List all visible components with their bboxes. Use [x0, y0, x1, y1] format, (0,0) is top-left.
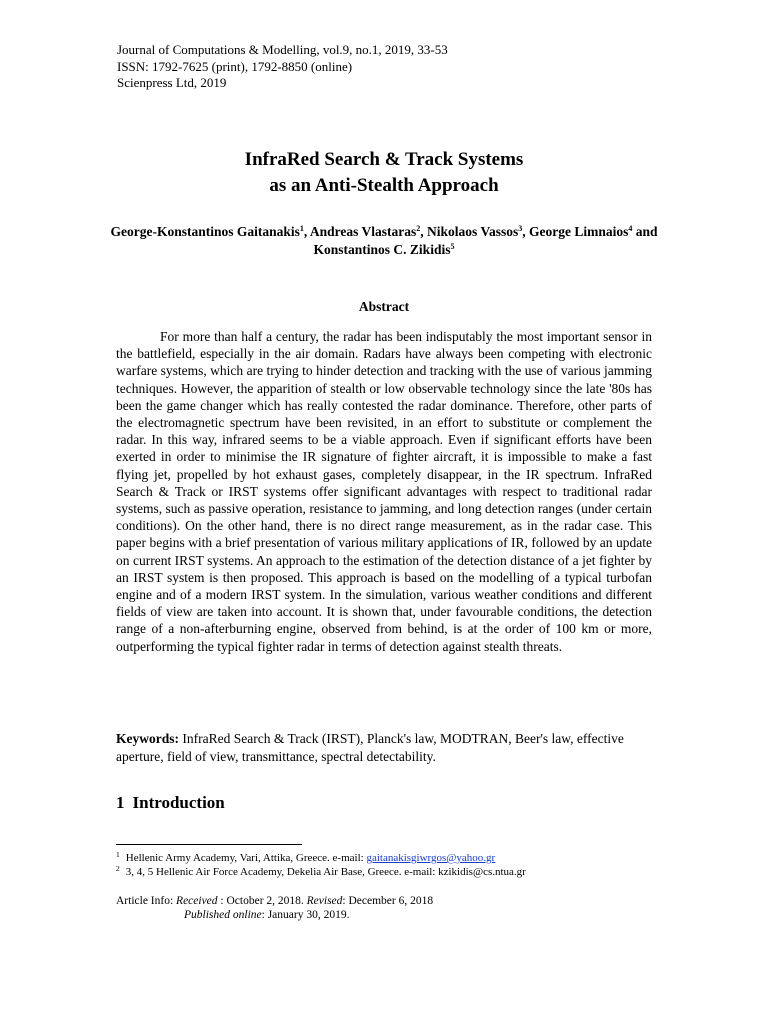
section-number: 1 [116, 793, 125, 812]
paper-title [0, 147, 768, 199]
journal-citation: Journal of Computations & Modelling, vol.9, no.1, 2019, 33-53 [117, 42, 448, 57]
author-name: Nikolaos Vassos [427, 224, 519, 239]
section-heading-introduction [116, 793, 225, 813]
footnote-text: 3, 4, 5 Hellenic Air Force Academy, Dekelia Air Base, Greece. e-mail: kzikidis@cs.ntua.gr [125, 866, 526, 878]
keywords-paragraph [116, 730, 652, 765]
journal-publisher: Scienpress Ltd, 2019 [117, 75, 227, 90]
journal-issn: ISSN: 1792-7625 (print), 1792-8850 (online) [117, 58, 353, 74]
author-separator: , [420, 224, 428, 239]
article-info-prefix: Article Info: [116, 895, 177, 907]
author-name: George Limnaios [528, 224, 629, 239]
keywords-label: Keywords: [116, 731, 179, 746]
published-label: Published online [184, 909, 262, 921]
footnote-mark: 1 [116, 850, 120, 859]
revised-date: : December 6, 2018 [342, 895, 434, 907]
published-date: : January 30, 2019. [261, 909, 350, 921]
received-date: : October 2, 2018. [217, 895, 307, 907]
paper-title-line-2: as an Anti-Stealth Approach [269, 175, 499, 196]
abstract-heading: Abstract [358, 299, 410, 314]
author-name: Andreas Vlastaras [309, 224, 417, 239]
author-name: Konstantinos C. Zikidis [313, 242, 451, 257]
revised-label: Revised [306, 895, 343, 907]
footnote-text: Hellenic Army Academy, Vari, Attika, Greece. e-mail: [125, 852, 367, 864]
author-separator: , [522, 224, 529, 239]
author-name: George-Konstantinos Gaitanakis [110, 224, 300, 239]
author-separator: and [632, 224, 658, 239]
author-list [110, 223, 658, 259]
keywords-text: InfraRed Search & Track (IRST), Planck's law, MODTRAN, Beer's law, effective aperture, field of view, transmittance, spectral detectability. [116, 731, 624, 764]
footnote-2 [116, 866, 526, 879]
article-info-dates [116, 894, 433, 908]
author-affiliation-mark: 5 [450, 242, 455, 251]
email-link[interactable]: gaitanakisgiwrgos@yahoo.gr [366, 852, 496, 864]
author-affiliation-mark: 3 [518, 224, 523, 233]
article-info-published [116, 908, 433, 922]
section-title: Introduction [132, 793, 225, 812]
paper-title-line-1: InfraRed Search & Track Systems [244, 149, 524, 170]
footnote-divider [116, 844, 302, 845]
received-label: Received [176, 895, 218, 907]
author-separator: , [303, 224, 310, 239]
abstract-body: For more than half a century, the radar has been indisputably the most important sensor in the battlefield, especially in the air domain. Radars have always been competing with electronic warfare systems, which are trying to hinder detection and tracking with the use of various jamming techniques. However, the apparition of stealth or low observable technology since the late '80s has been the game changer which has really contested the radar dominance. Therefore, other parts of the electromagnetic spectrum have been revisited, in an effort to substitute or complement the radar. In this way, infrared seems to be a viable approach. Even if significant efforts have been exerted in order to minimise the IR signature of fighter aircraft, it is impossible to make a fast flying jet, propelled by hot exhaust gases, completely disappear, in the IR spectrum. InfraRed Search & Track or IRST systems offer significant advantages with respect to traditional radar systems, such as passive operation, resistance to jamming, and long detection ranges (under certain conditions). On the other hand, there is no direct range measurement, as in the radar case. This paper begins with a brief presentation of various military applications of IR, followed by an update on current IRST systems. An approach to the estimation of the detection distance of a jet fighter by an IRST system is then proposed. This approach is based on the modelling of a typical turbofan engine and of a modern IRST system. In the simulation, various weather conditions and different fields of view are taken into account. It is shown that, under favourable conditions, the detection range of a non-afterburning engine, observed from behind, is at the order of 100 km or more, outperforming the typical fighter radar in terms of detection against stealth threats. [116, 329, 652, 654]
author-affiliation-mark: 2 [416, 224, 421, 233]
footnote-1 [116, 852, 495, 865]
author-affiliation-mark: 1 [299, 224, 304, 233]
footnote-mark: 2 [116, 864, 120, 873]
author-affiliation-mark: 4 [628, 224, 633, 233]
journal-header [117, 42, 448, 92]
article-info [116, 894, 433, 922]
